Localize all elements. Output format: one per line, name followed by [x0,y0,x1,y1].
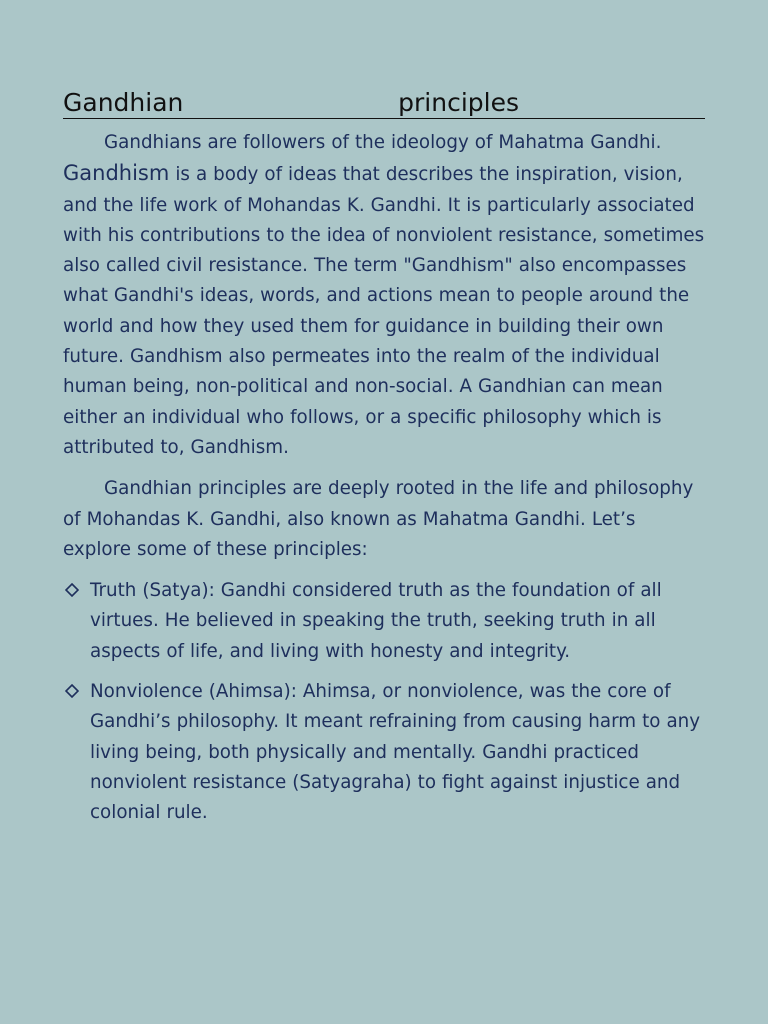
list-item-nonviolence [63,677,705,828]
document-page [63,88,705,839]
diamond-outline-icon [65,684,79,698]
intro-rest-text: is a body of ideas that describes the inspiration, vision, and the life work of Mohandas K. Gandhi. It is particularly associated with his contributions to the idea of nonviolent resistance, sometimes also called civil resistance. The term "Gandhism" also encompasses what Gandhi's ideas, words, and actions mean to people around the world and how they used them for guidance in building their own future. Gandhism also permeates into the realm of the individual human being, non-political and non-social. A Gandhian can mean either an individual who follows, or a specific philosophy which is attributed to, Gandhism. [63,164,705,458]
intro-lead-text: Gandhians are followers of the ideology of Mahatma Gandhi. [104,132,662,153]
intro-paragraph [63,128,705,463]
list-item-truth [63,576,705,667]
gandhism-emphasis: Gandhism [63,161,170,186]
principles-intro-paragraph: Gandhian principles are deeply rooted in the life and philosophy of Mohandas K. Gandhi, also known as Mahatma Gandhi. Let’s explore some of these principles: [63,478,694,560]
principles-list [63,576,705,828]
page-title [63,88,705,119]
diamond-outline-icon [65,583,79,597]
list-item-text: Nonviolence (Ahimsa): Ahimsa, or nonviolence, was the core of Gandhi’s philosophy. It meant refraining from causing harm to any living being, both physically and mentally. Gandhi practiced nonviolent resistance (Satyagraha) to fight against injustice and colonial rule. [90,681,701,824]
title-word-principles: principles [398,88,519,117]
title-word-gandhian: Gandhian [63,88,184,117]
list-item-text: Truth (Satya): Gandhi considered truth as the foundation of all virtues. He believed in speaking the truth, seeking truth in all aspects of life, and living with honesty and integrity. [90,580,662,662]
